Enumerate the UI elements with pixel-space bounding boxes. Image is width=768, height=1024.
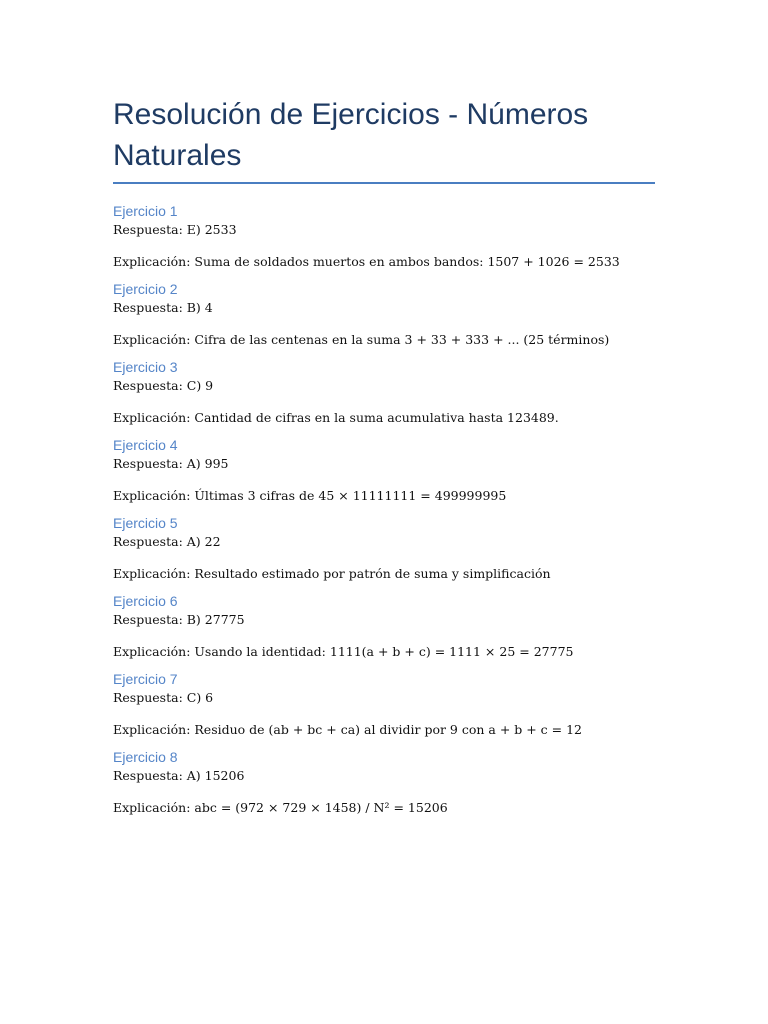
exercise-heading: Ejercicio 6: [113, 593, 178, 609]
exercise-7: [113, 668, 655, 740]
exercise-explanation: Explicación: Usando la identidad: 1111(a + b + c) = 1111 × 25 = 27775: [113, 644, 574, 659]
exercise-3: [113, 356, 655, 428]
exercise-answer: Respuesta: E) 2533: [113, 222, 237, 237]
exercise-answer: Respuesta: C) 6: [113, 690, 214, 705]
exercise-explanation: Explicación: abc = (972 × 729 × 1458) / N² = 15206: [113, 800, 448, 815]
exercise-heading: Ejercicio 4: [113, 437, 178, 453]
exercise-heading: Ejercicio 3: [113, 359, 178, 375]
exercise-answer: Respuesta: A) 995: [113, 456, 229, 471]
exercise-5: [113, 512, 655, 584]
exercise-2: [113, 278, 655, 350]
exercise-heading: Ejercicio 8: [113, 749, 178, 765]
exercise-explanation: Explicación: Residuo de (ab + bc + ca) al dividir por 9 con a + b + c = 12: [113, 722, 583, 737]
exercise-explanation: Explicación: Suma de soldados muertos en ambos bandos: 1507 + 1026 = 2533: [113, 254, 620, 269]
exercise-heading: Ejercicio 5: [113, 515, 178, 531]
exercise-6: [113, 590, 655, 662]
exercise-list: [113, 200, 655, 818]
exercise-8: [113, 746, 655, 818]
document-page: [113, 94, 655, 824]
exercise-heading: Ejercicio 7: [113, 671, 178, 687]
exercise-answer: Respuesta: B) 27775: [113, 612, 245, 627]
exercise-heading: Ejercicio 2: [113, 281, 178, 297]
exercise-1: [113, 200, 655, 272]
exercise-answer: Respuesta: C) 9: [113, 378, 214, 393]
exercise-explanation: Explicación: Resultado estimado por patrón de suma y simplificación: [113, 566, 551, 581]
exercise-answer: Respuesta: A) 22: [113, 534, 221, 549]
exercise-heading: Ejercicio 1: [113, 203, 178, 219]
document-title: Resolución de Ejercicios - Números Naturales: [113, 94, 655, 184]
exercise-answer: Respuesta: B) 4: [113, 300, 213, 315]
exercise-explanation: Explicación: Cantidad de cifras en la suma acumulativa hasta 123489.: [113, 410, 559, 425]
exercise-explanation: Explicación: Cifra de las centenas en la suma 3 + 33 + 333 + ... (25 términos): [113, 332, 610, 347]
exercise-answer: Respuesta: A) 15206: [113, 768, 245, 783]
exercise-4: [113, 434, 655, 506]
exercise-explanation: Explicación: Últimas 3 cifras de 45 × 11111111 = 499999995: [113, 488, 507, 503]
